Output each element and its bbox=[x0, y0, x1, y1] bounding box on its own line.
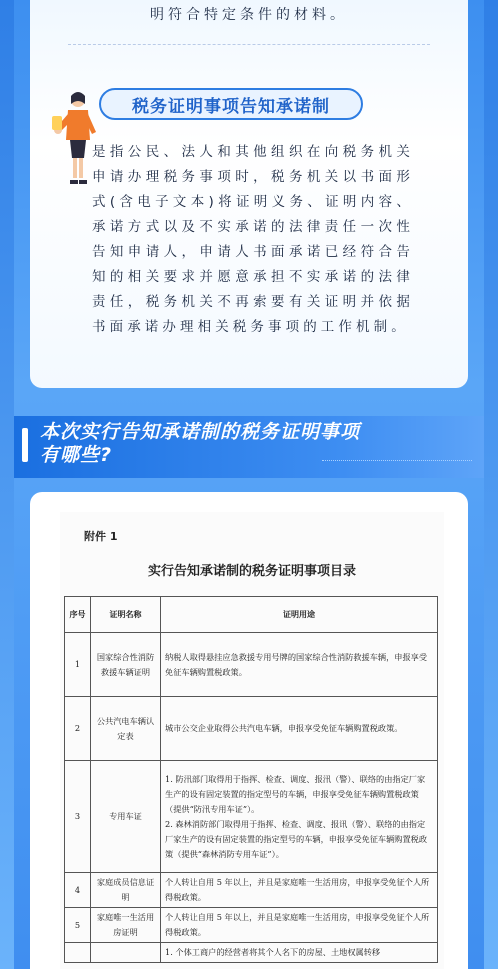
row-no: 5 bbox=[65, 908, 91, 943]
table-row bbox=[65, 761, 438, 873]
row-name bbox=[91, 943, 161, 963]
header-name: 证明名称 bbox=[91, 597, 161, 633]
table-header-row bbox=[65, 597, 438, 633]
previous-text-line: 明符合特定条件的材料。 bbox=[150, 7, 348, 23]
header-use: 证明用途 bbox=[161, 597, 438, 633]
table-row bbox=[65, 633, 438, 697]
row-use: 个人转让自用 5 年以上，并且是家庭唯一生活用房，申报享受免征个人所得税政策。 bbox=[161, 908, 438, 943]
table-row bbox=[65, 873, 438, 908]
table-row bbox=[65, 697, 438, 761]
section-heading-line-2: 有哪些? bbox=[40, 444, 113, 466]
row-no bbox=[65, 943, 91, 963]
band-accent-bar bbox=[22, 428, 28, 462]
row-name: 国家综合性消防救援车辆证明 bbox=[91, 633, 161, 697]
left-frame bbox=[0, 0, 14, 969]
row-no: 4 bbox=[65, 873, 91, 908]
row-name: 专用车证 bbox=[91, 761, 161, 873]
document-title: 实行告知承诺制的税务证明事项目录 bbox=[147, 564, 356, 579]
row-name: 家庭唯一生活用房证明 bbox=[91, 908, 161, 943]
row-no: 1 bbox=[65, 633, 91, 697]
annex-label: 附件 1 bbox=[84, 530, 118, 543]
dashed-divider bbox=[68, 44, 430, 45]
row-use: 1. 防汛部门取得用于指挥、检查、调度、报汛（警）、联络的由指定厂家生产的设有固定装置的指定型号的车辆，申报享受免征车辆购置税政策（提供“防汛专用车证”）。 2. 森林消防部门取得用于指挥、检查、调度、报讯（警）、联络的由指定厂家生产的设有固定装置的指定型号的车辆，申报享受免征车辆购置税政策（提供“森林消防专用车证”）。 bbox=[161, 761, 438, 873]
row-use: 个人转让自用 5 年以上，并且是家庭唯一生活用房，申报享受免征个人所得税政策。 bbox=[161, 873, 438, 908]
header-no: 序号 bbox=[65, 597, 91, 633]
section-title-pill: 税务证明事项告知承诺制 bbox=[99, 88, 363, 120]
table-row bbox=[65, 908, 438, 943]
band-dotted-decoration bbox=[322, 460, 472, 466]
row-use: 1. 个体工商户的经营者将其个人名下的房屋、土地权属转移 bbox=[161, 943, 438, 963]
row-no: 2 bbox=[65, 697, 91, 761]
row-no: 3 bbox=[65, 761, 91, 873]
row-name: 家庭成员信息证明 bbox=[91, 873, 161, 908]
certificate-table bbox=[64, 596, 438, 963]
row-use: 纳税人取得悬挂应急救援专用号牌的国家综合性消防救援车辆，申报享受免征车辆购置税政策。 bbox=[161, 633, 438, 697]
right-frame bbox=[484, 0, 498, 969]
table-row bbox=[65, 943, 438, 963]
section-heading-line-1: 本次实行告知承诺制的税务证明事项 bbox=[40, 421, 361, 443]
definition-paragraph: 是指公民、法人和其他组织在向税务机关申请办理税务事项时，税务机关以书面形式(含电子文本)将证明义务、证明内容、承诺方式以及不实承诺的法律责任一次性告知申请人，申请人书面承诺已经符合告知的相关要求并愿意承担不实承诺的法律责任，税务机关不再索要有关证明并依据书面承诺办理相关税务事项的工作机制。 bbox=[92, 144, 414, 335]
row-name: 公共汽电车辆认定表 bbox=[91, 697, 161, 761]
document-image bbox=[60, 512, 444, 969]
row-use: 城市公交企业取得公共汽电车辆，申报享受免征车辆购置税政策。 bbox=[161, 697, 438, 761]
